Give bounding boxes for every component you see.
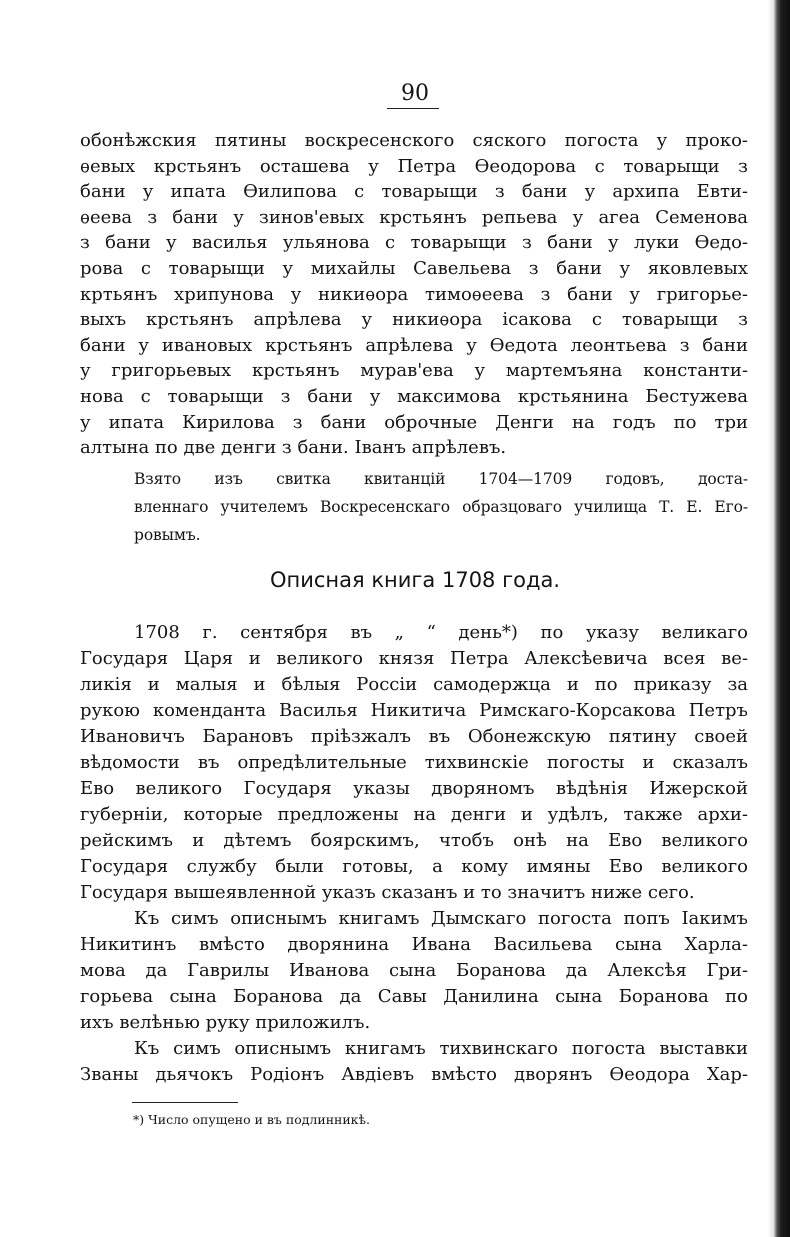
page-edge-shadow (774, 0, 790, 1237)
text-line: ровымъ. (134, 526, 201, 544)
text-line: губерніи, которые предложены на денги и удѣлъ, также архи- (80, 804, 748, 825)
text-line: Государя вышеявленной указъ сказанъ и то значитъ ниже сего. (80, 882, 695, 903)
page-number-underline (387, 108, 439, 109)
text-line: Взято изъ свитка квитанцій 1704—1709 годовъ, доста- (134, 470, 748, 488)
text-line: выхъ крстьянъ апрѣлева у никиѳора ісакова с товарыщи з (80, 309, 748, 331)
text-line: 1708 г. сентября въ „ “ день*) по указу великаго (134, 622, 748, 643)
text-line: ликія и малыя и бѣлыя Россіи самодержца и по приказу за (80, 674, 748, 695)
footnote-divider (132, 1102, 238, 1103)
text-line: рова с товарыщи у михайлы Савельева з бани у яковлевых (80, 257, 748, 279)
text-line: мова да Гаврилы Иванова сына Боранова да Алексѣя Гри- (80, 960, 748, 981)
text-line: ѳевых крстьянъ осташева у Петра Ѳеодорова с товарыщи з (80, 155, 748, 177)
text-line: нова с товарыщи з бани у максимова крстьянина Бестужева (80, 385, 748, 407)
text-line: у ипата Кирилова з бани оброчные Денги на годъ по три (80, 411, 748, 433)
text-line: ѳеева з бани у зинов'евых крстьянъ репьева у агеа Семенова (80, 206, 748, 228)
text-line: Ево великого Государя указы дворяномъ вѣдѣнія Ижерской (80, 778, 748, 799)
text-line: рукою коменданта Василья Никитича Римскаго-Корсакова Петръ (80, 700, 748, 721)
text-line: Государя Царя и великого князя Петра Алексѣевича всея ве- (80, 648, 748, 669)
text-line: Государя службу были готовы, а кому имяны Ево великого (80, 856, 748, 877)
text-line: Никитинъ вмѣсто дворянина Ивана Васильева сына Харла- (80, 934, 748, 955)
source-note (134, 465, 748, 549)
text-line: у григорьевых крстьянъ мурав'ева у мартемъяна константи- (80, 360, 748, 382)
text-line: обонѣжския пятины воскресенского сяского погоста у проко- (80, 130, 748, 151)
text-line: вѣдомости въ опредѣлительные тихвинскіе погосты и сказалъ (80, 752, 748, 773)
text-line: Къ симъ описнымъ книгамъ тихвинскаго погоста выставки (134, 1038, 748, 1059)
text-line: рейскимъ и дѣтемъ боярскимъ, чтобъ онѣ на Ево великого (80, 830, 748, 851)
text-line: з бани у василья ульянова с товарыщи з бани у луки Ѳедо- (80, 232, 748, 254)
text-line: Ивановичъ Барановъ пріѣзжалъ въ Обонежскую пятину своей (80, 726, 748, 747)
main-text (80, 620, 748, 1088)
text-line: кртьянъ хрипунова у никиѳора тимоѳеева з бани у григорье- (80, 283, 748, 305)
text-line: Званы дьячокъ Родіонъ Авдіевъ вмѣсто дворянъ Ѳеодора Хар- (80, 1064, 748, 1085)
page-number: 90 (401, 81, 429, 106)
section-heading: Описная книга 1708 года. (269, 568, 561, 592)
top-paragraph (80, 128, 748, 461)
text-line: бани у ивановых крстьянъ апрѣлева у Ѳедота леонтьева з бани (80, 334, 748, 356)
text-line: ихъ велѣнью руку приложилъ. (80, 1012, 371, 1033)
text-line: бани у ипата Ѳилипова с товарыщи з бани у архипа Евти- (80, 181, 748, 203)
text-line: вленнаго учителемъ Воскресенскаго образцоваго училища Т. Е. Его- (134, 498, 748, 516)
footnote: *) Число опущено и въ подлинникѣ. (133, 1112, 371, 1127)
text-line: Къ симъ описнымъ книгамъ Дымскаго погоста попъ Іакимъ (134, 908, 748, 929)
text-line: горьева сына Боранова да Савы Данилина сына Боранова по (80, 986, 748, 1007)
text-line: алтына по две денги з бани. Іванъ апрѣлевъ. (80, 437, 507, 459)
